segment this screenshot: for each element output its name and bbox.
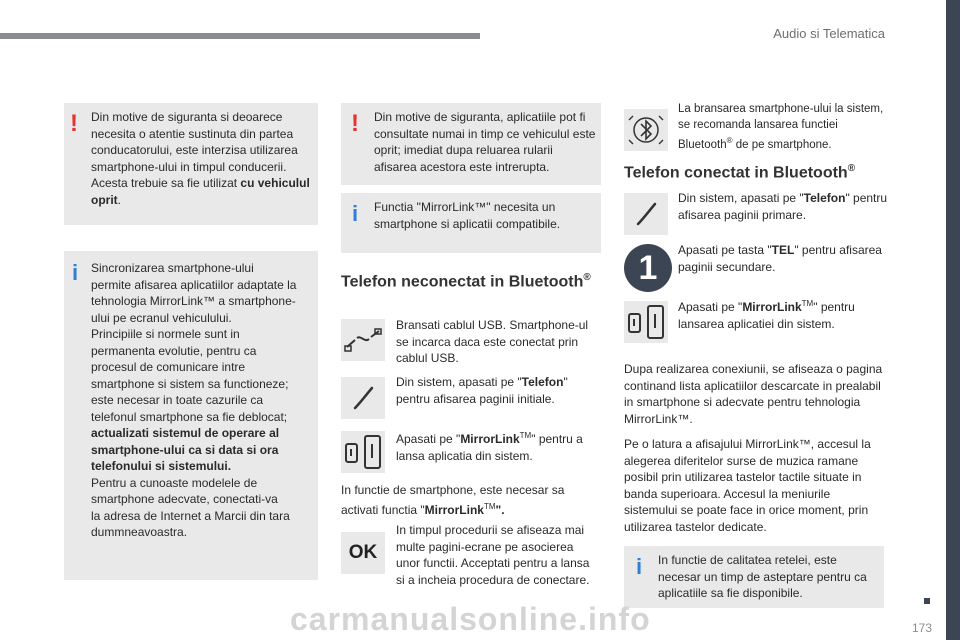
chapter-badge: 1 xyxy=(624,244,672,292)
sources-paragraph: Pe o latura a afisajului MirrorLink™, accesul la alegerea diferitelor surse de muzica ramane posibil prin utilizarea tastelor tactile situate in banda superioara. Accesul la meniurile sistemului se poate face in orice moment, prin utilizarea tastelor dedicate. xyxy=(624,437,871,534)
page-number: 173 xyxy=(911,621,932,635)
warning-text-1: Din motive de siguranta si deoarece necesita o atentie sustinuta din partea conducatorului, este interzisa utilizarea smartphone-ului in timpul conducerii. Acesta trebuie sa fie utilizat cu vehiculul oprit. xyxy=(91,110,310,207)
info-icon: i xyxy=(636,554,643,579)
step-telefon-connected: Din sistem, apasati pe "Telefon" pentru afisarea paginii primare. xyxy=(678,191,888,222)
info-text-2: Functia "MirrorLink™" necesita un smartphone si aplicatii compatibile. xyxy=(374,200,561,231)
phone-icon xyxy=(624,193,668,235)
step-mirrorlink: Apasati pe "MirrorLink™" pentru a lansa aplicatia din sistem. xyxy=(396,431,583,463)
watermark: carmanualsonline.info xyxy=(290,601,651,637)
connection-paragraph: Dupa realizarea conexiunii, se afiseaza o pagina continand lista aplicatiilor descarcate in prealabil in smartphone si adecvate pentru tehnologia MirrorLink™. xyxy=(624,362,883,426)
page-marker xyxy=(924,598,930,604)
header-bar xyxy=(0,33,480,39)
mirrorlink-icon xyxy=(624,301,668,343)
step-tel: Apasati pe tasta "TEL" pentru afisarea paginii secundare. xyxy=(678,243,882,274)
side-tab xyxy=(946,0,960,640)
info-icon: i xyxy=(352,201,359,226)
warning-text-2: Din motive de siguranta, aplicatiile pot fi consultate numai in timp ce vehiculul este oprit; imediat dupa reluarea rularii afisarea acestora este intrerupta. xyxy=(374,110,596,174)
mirrorlink-icon xyxy=(341,431,385,473)
step-accept: In timpul procedurii se afiseaza mai multe pagini-ecrane pe asocierea unor functii. Acceptati pentru a lansa si a incheia procedura de conectare. xyxy=(396,523,590,587)
activation-note: In functie de smartphone, este necesar sa activati functia "MirrorLink™". xyxy=(341,483,565,517)
step-telefon: Din sistem, apasati pe "Telefon" pentru afisarea paginii initiale. xyxy=(396,375,568,406)
info-icon: i xyxy=(72,260,79,285)
warning-icon: ! xyxy=(351,110,359,137)
ok-icon: OK xyxy=(341,532,385,574)
info-text-1: Sincronizarea smartphone-ului permite afisarea aplicatiilor adaptate la tehnologia MirrorLink™ a smartphone- ului pe ecranul vehiculului. Principiile si normele sunt in permanenta evolutie, pentru ca procesul de comunicare intre smartphone si sistem sa functioneze; este necesar in toate cazurile ca telefonul smartphone sa fie deblocat; actualizati sistemul de operare al smartphone-ului ca si data si ora telefonului si sistemului. Pentru a cunoaste modelele de smartphone adecvate, conectati-va la adresa de Internet a Marcii din tara dummneavoastra. xyxy=(91,261,297,539)
section-title: Audio si Telematica xyxy=(773,26,885,41)
step-mirrorlink-connected: Apasati pe "MirrorLink™" pentru lansarea aplicatiei din sistem. xyxy=(678,299,855,331)
usb-cable-icon xyxy=(341,319,385,361)
heading-connected: Telefon conectat in Bluetooth® xyxy=(624,163,856,182)
step-usb: Bransati cablul USB. Smartphone-ul se incarca daca este conectat prin cablul USB. xyxy=(396,318,589,365)
warning-icon: ! xyxy=(70,110,78,137)
info-text-3: In functie de calitatea retelei, este necesar un timp de asteptare pentru ca aplicatiile sa fie disponibile. xyxy=(658,553,867,600)
bluetooth-note: La bransarea smartphone-ului la sistem, se recomanda lansarea functiei Bluetooth® de pe smartphone. xyxy=(678,103,884,151)
phone-icon xyxy=(341,377,385,419)
bluetooth-icon xyxy=(624,109,668,151)
heading-not-connected: Telefon neconectat in Bluetooth® xyxy=(341,272,591,291)
